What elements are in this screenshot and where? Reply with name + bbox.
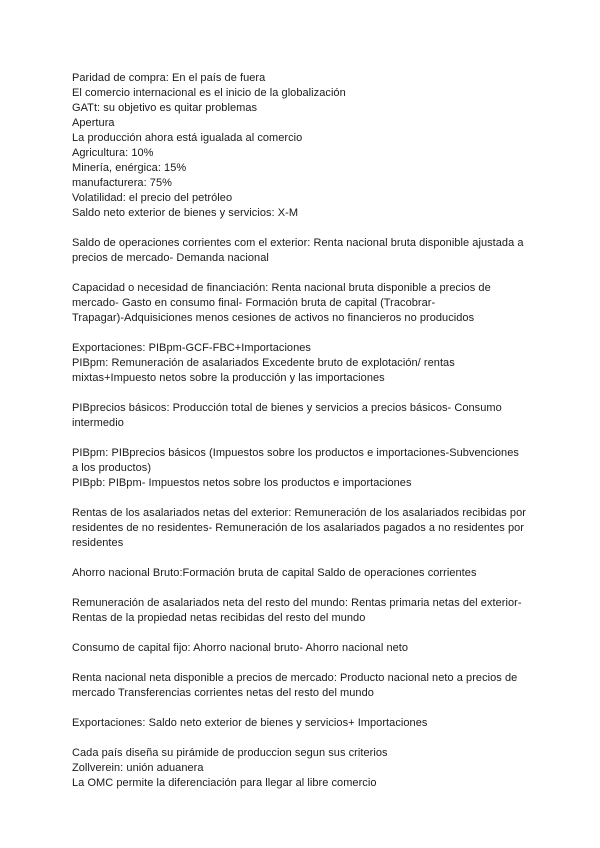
text-line: intermedio xyxy=(72,417,124,429)
paragraph xyxy=(72,566,532,581)
text-line: Rentas de la propiedad netas recibidas del resto del mundo xyxy=(72,612,366,624)
paragraph-gap xyxy=(72,326,532,341)
paragraph xyxy=(72,671,532,701)
paragraph xyxy=(72,716,532,731)
text-line: Consumo de capital fijo: Ahorro nacional bruto- Ahorro nacional neto xyxy=(72,642,409,654)
paragraph xyxy=(72,506,532,551)
paragraph-gap xyxy=(72,656,532,671)
text-line: precios de mercado- Demanda nacional xyxy=(72,252,269,264)
paragraph xyxy=(72,401,532,431)
paragraph xyxy=(72,236,532,266)
paragraph xyxy=(72,641,532,656)
text-line: Ahorro nacional Bruto:Formación bruta de capital Saldo de operaciones corrientes xyxy=(72,567,477,579)
paragraph-gap xyxy=(72,431,532,446)
text-line: PIBprecios básicos: Producción total de bienes y servicios a precios básicos- Consumo xyxy=(72,402,502,414)
text-line: Trapagar)-Adquisiciones menos cesiones de activos no financieros no producidos xyxy=(72,312,475,324)
text-line: Remuneración de asalariados neta del resto del mundo: Rentas primaria netas del exterior- xyxy=(72,597,522,609)
text-line: residentes xyxy=(72,537,124,549)
paragraph xyxy=(72,281,532,326)
text-line: a los productos) xyxy=(72,462,152,474)
text-line: Capacidad o necesidad de financiación: Renta nacional bruta disponible a precios de xyxy=(72,282,491,294)
paragraph xyxy=(72,596,532,626)
paragraph-gap xyxy=(72,266,532,281)
text-line: PIBpm: Remuneración de asalariados Excedente bruto de explotación/ rentas xyxy=(72,357,455,369)
text-line: Exportaciones: Saldo neto exterior de bienes y servicios+ Importaciones xyxy=(72,717,428,729)
text-line: mixtas+Impuesto netos sobre la producción y las importaciones xyxy=(72,372,385,384)
text-line: mercado- Gasto en consumo final- Formación bruta de capital (Tracobrar- xyxy=(72,297,436,309)
text-line: PIBpb: PIBpm- Impuestos netos sobre los productos e importaciones xyxy=(72,477,412,489)
paragraph-gap xyxy=(72,626,532,641)
text-line: Agricultura: 10% xyxy=(72,147,154,159)
text-line: manufacturera: 75% xyxy=(72,177,172,189)
text-line: Minería, enérgica: 15% xyxy=(72,162,187,174)
text-line: El comercio internacional es el inicio de la globalización xyxy=(72,87,346,99)
paragraph-gap xyxy=(72,551,532,566)
text-line: La producción ahora está igualada al comercio xyxy=(72,132,303,144)
text-line: Rentas de los asalariados netas del exterior: Remuneración de los asalariados recibidas por xyxy=(72,507,526,519)
paragraph-gap xyxy=(72,581,532,596)
paragraph-gap xyxy=(72,221,532,236)
paragraph xyxy=(72,746,532,791)
paragraph xyxy=(72,341,532,386)
text-line: Renta nacional neta disponible a precios de mercado: Producto nacional neto a precios de xyxy=(72,672,518,684)
text-line: GATt: su objetivo es quitar problemas xyxy=(72,102,258,114)
paragraph-gap xyxy=(72,491,532,506)
text-line: Cada país diseña su pirámide de produccion segun sus criterios xyxy=(72,747,388,759)
paragraph-gap xyxy=(72,386,532,401)
text-line: Paridad de compra: En el país de fuera xyxy=(72,72,266,84)
text-line: PIBpm: PIBprecios básicos (Impuestos sobre los productos e importaciones-Subvenciones xyxy=(72,447,519,459)
text-line: residentes de no residentes- Remuneración de los asalariados pagados a no residentes por xyxy=(72,522,525,534)
text-line: Saldo neto exterior de bienes y servicios: X-M xyxy=(72,207,299,219)
paragraph-gap xyxy=(72,701,532,716)
text-line: Apertura xyxy=(72,117,115,129)
text-line: Saldo de operaciones corrientes com el exterior: Renta nacional bruta disponible ajustada a xyxy=(72,237,524,249)
paragraph-gap xyxy=(72,731,532,746)
text-line: Zollverein: unión aduanera xyxy=(72,762,204,774)
text-line: mercado Transferencias corrientes netas del resto del mundo xyxy=(72,687,374,699)
paragraph xyxy=(72,71,532,221)
text-line: La OMC permite la diferenciación para llegar al libre comercio xyxy=(72,777,377,789)
document-body xyxy=(72,71,532,791)
text-line: Volatilidad: el precio del petróleo xyxy=(72,192,233,204)
paragraph xyxy=(72,446,532,491)
text-line: Exportaciones: PIBpm-GCF-FBC+Importaciones xyxy=(72,342,311,354)
